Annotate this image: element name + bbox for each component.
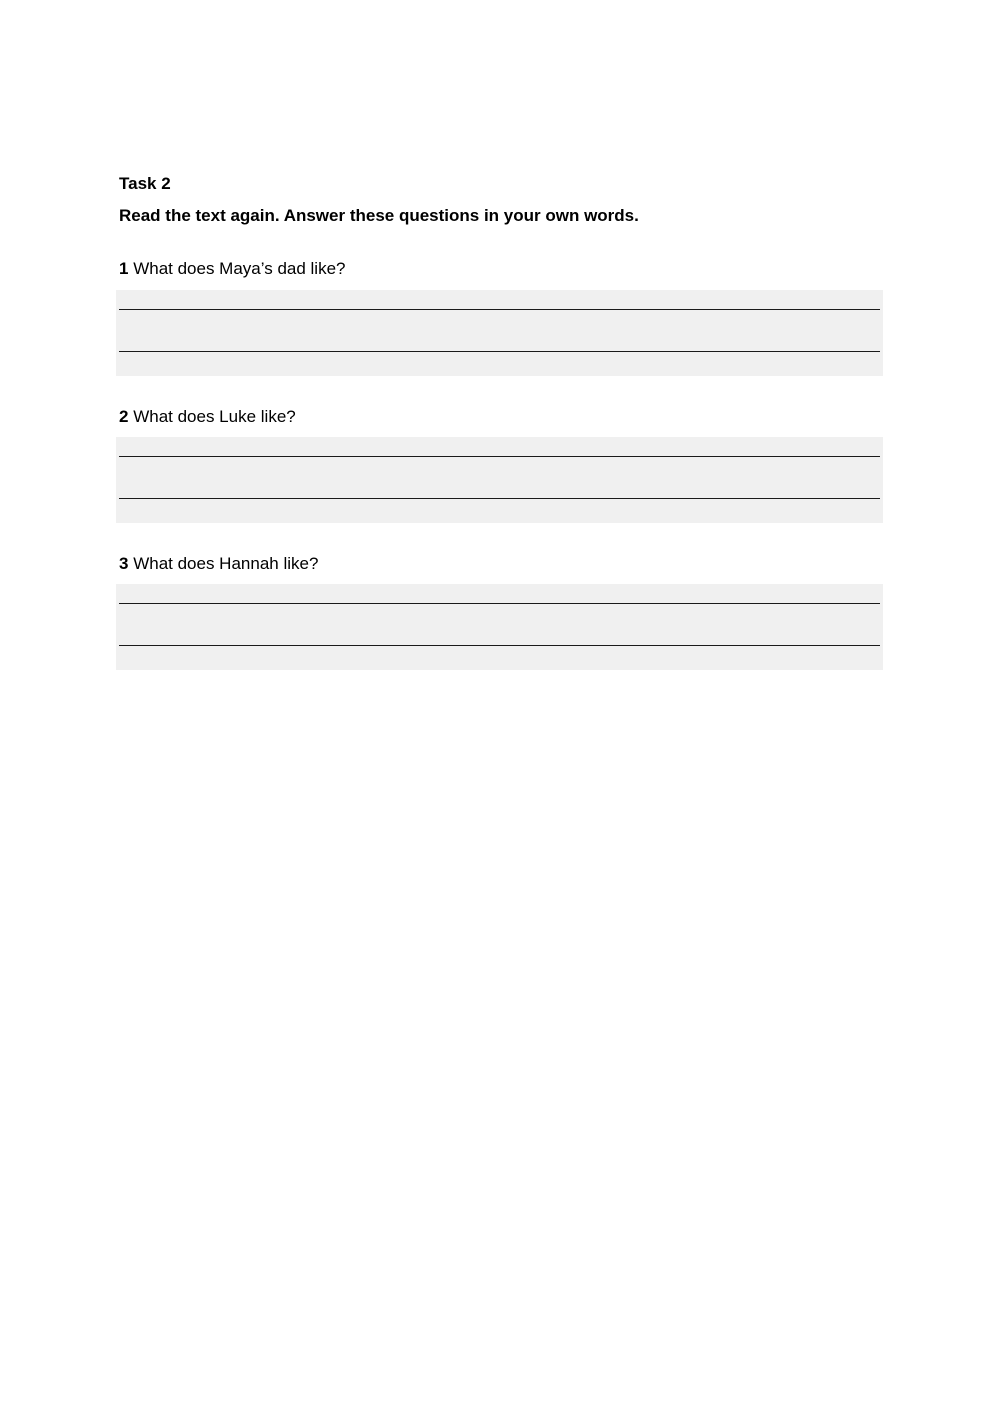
answer-line xyxy=(119,309,880,310)
question-3-number: 3 xyxy=(119,554,129,573)
answer-field-3[interactable] xyxy=(116,584,883,670)
answer-line xyxy=(119,498,880,499)
answer-field-2[interactable] xyxy=(116,437,883,523)
answer-field-1[interactable] xyxy=(116,290,883,376)
question-1-text: What does Maya’s dad like? xyxy=(128,259,346,278)
question-3 xyxy=(119,554,318,574)
question-2 xyxy=(119,407,296,427)
question-1 xyxy=(119,259,346,279)
question-2-number: 2 xyxy=(119,407,129,426)
task-instruction: Read the text again. Answer these questions in your own words. xyxy=(119,206,639,225)
question-2-text: What does Luke like? xyxy=(128,407,296,426)
task-title: Task 2 xyxy=(119,174,171,193)
answer-line xyxy=(119,456,880,457)
question-3-text: What does Hannah like? xyxy=(128,554,319,573)
answer-line xyxy=(119,351,880,352)
answer-line xyxy=(119,645,880,646)
answer-line xyxy=(119,603,880,604)
question-1-number: 1 xyxy=(119,259,129,278)
